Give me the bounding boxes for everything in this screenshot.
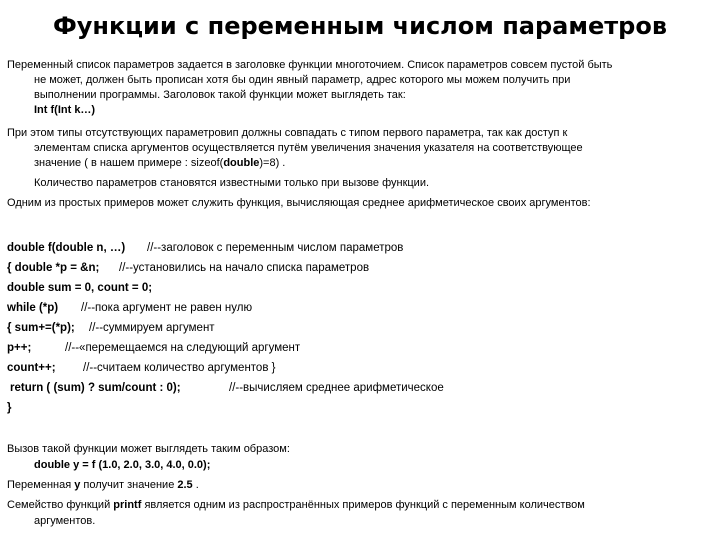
code: p++; xyxy=(7,342,32,354)
code-comment: //--вычисляем среднее арифметическое xyxy=(229,382,444,394)
code: { double *p = &n; xyxy=(7,262,100,274)
code-line: } xyxy=(7,402,12,414)
outro-line xyxy=(7,478,199,493)
intro-line xyxy=(34,156,285,171)
code-line xyxy=(7,358,276,378)
function-name: printf xyxy=(113,499,142,511)
variable-name: y xyxy=(74,479,81,491)
keyword-double: double xyxy=(223,157,260,169)
header-example: Int f(Int k…) xyxy=(34,104,96,116)
call-example: double y = f (1.0, 2.0, 3.0, 4.0, 0.0); xyxy=(34,459,211,471)
intro-line: При этом типы отсутствующих параметровип должны совпадать с типом первого параметра, так как доступ к xyxy=(7,127,568,139)
outro-line xyxy=(7,498,585,513)
code-line xyxy=(7,338,301,358)
code-comment: //--пока аргумент не равен нулю xyxy=(81,302,253,314)
text-fragment: )=8) . xyxy=(259,157,286,169)
code-comment: //--установились на начало списка параметров xyxy=(119,262,370,274)
result-value: 2.5 xyxy=(177,479,193,491)
code-line xyxy=(7,258,370,278)
code-comment: //--считаем количество аргументов } xyxy=(83,362,276,374)
code: { sum+=(*p); xyxy=(7,322,75,334)
text-fragment: Семейство функций xyxy=(7,499,114,511)
code-line xyxy=(7,298,253,318)
code: return ( (sum) ? sum/count : 0); xyxy=(10,382,181,394)
code: double f(double n, …) xyxy=(7,242,126,254)
code-comment: //--«перемещаемся на следующий аргумент xyxy=(65,342,301,354)
code: count++; xyxy=(7,362,56,374)
code-comment: //--суммируем аргумент xyxy=(89,322,215,334)
intro-line: Переменный список параметров задается в заголовке функции многоточием. Список параметров совсем пустой быть xyxy=(7,59,613,71)
text-fragment: Переменная xyxy=(7,479,75,491)
text-fragment: получит значение xyxy=(80,479,178,491)
intro-line: не может, должен быть прописан хотя бы один явный параметр, адрес которого мы можем получить при xyxy=(34,74,571,86)
outro-line: аргументов. xyxy=(34,515,96,527)
code-line xyxy=(7,318,215,338)
text-fragment: значение ( в нашем примере : sizeof( xyxy=(34,157,224,169)
code-line: double sum = 0, count = 0; xyxy=(7,282,153,294)
code-line xyxy=(7,238,404,258)
slide-title: Функции с переменным числом параметров xyxy=(52,12,668,40)
text-fragment: является одним из распространённых примеров функций с переменным количеством xyxy=(141,499,585,511)
intro-line: Одним из простых примеров может служить функция, вычисляющая среднее арифметическое своих аргументов: xyxy=(7,197,591,209)
code-comment: //--заголовок с переменным числом параметров xyxy=(147,242,404,254)
intro-line: выполнении программы. Заголовок такой функции может выглядеть так: xyxy=(34,89,406,101)
code: while (*p) xyxy=(7,302,59,314)
outro-line: Вызов такой функции может выглядеть таким образом: xyxy=(7,443,290,455)
text-fragment: . xyxy=(192,479,199,491)
intro-line: элементам списка аргументов осуществляется путём увеличения значения указателя на соответствующее xyxy=(34,142,583,154)
intro-line: Количество параметров становятся известными только при вызове функции. xyxy=(34,177,430,189)
